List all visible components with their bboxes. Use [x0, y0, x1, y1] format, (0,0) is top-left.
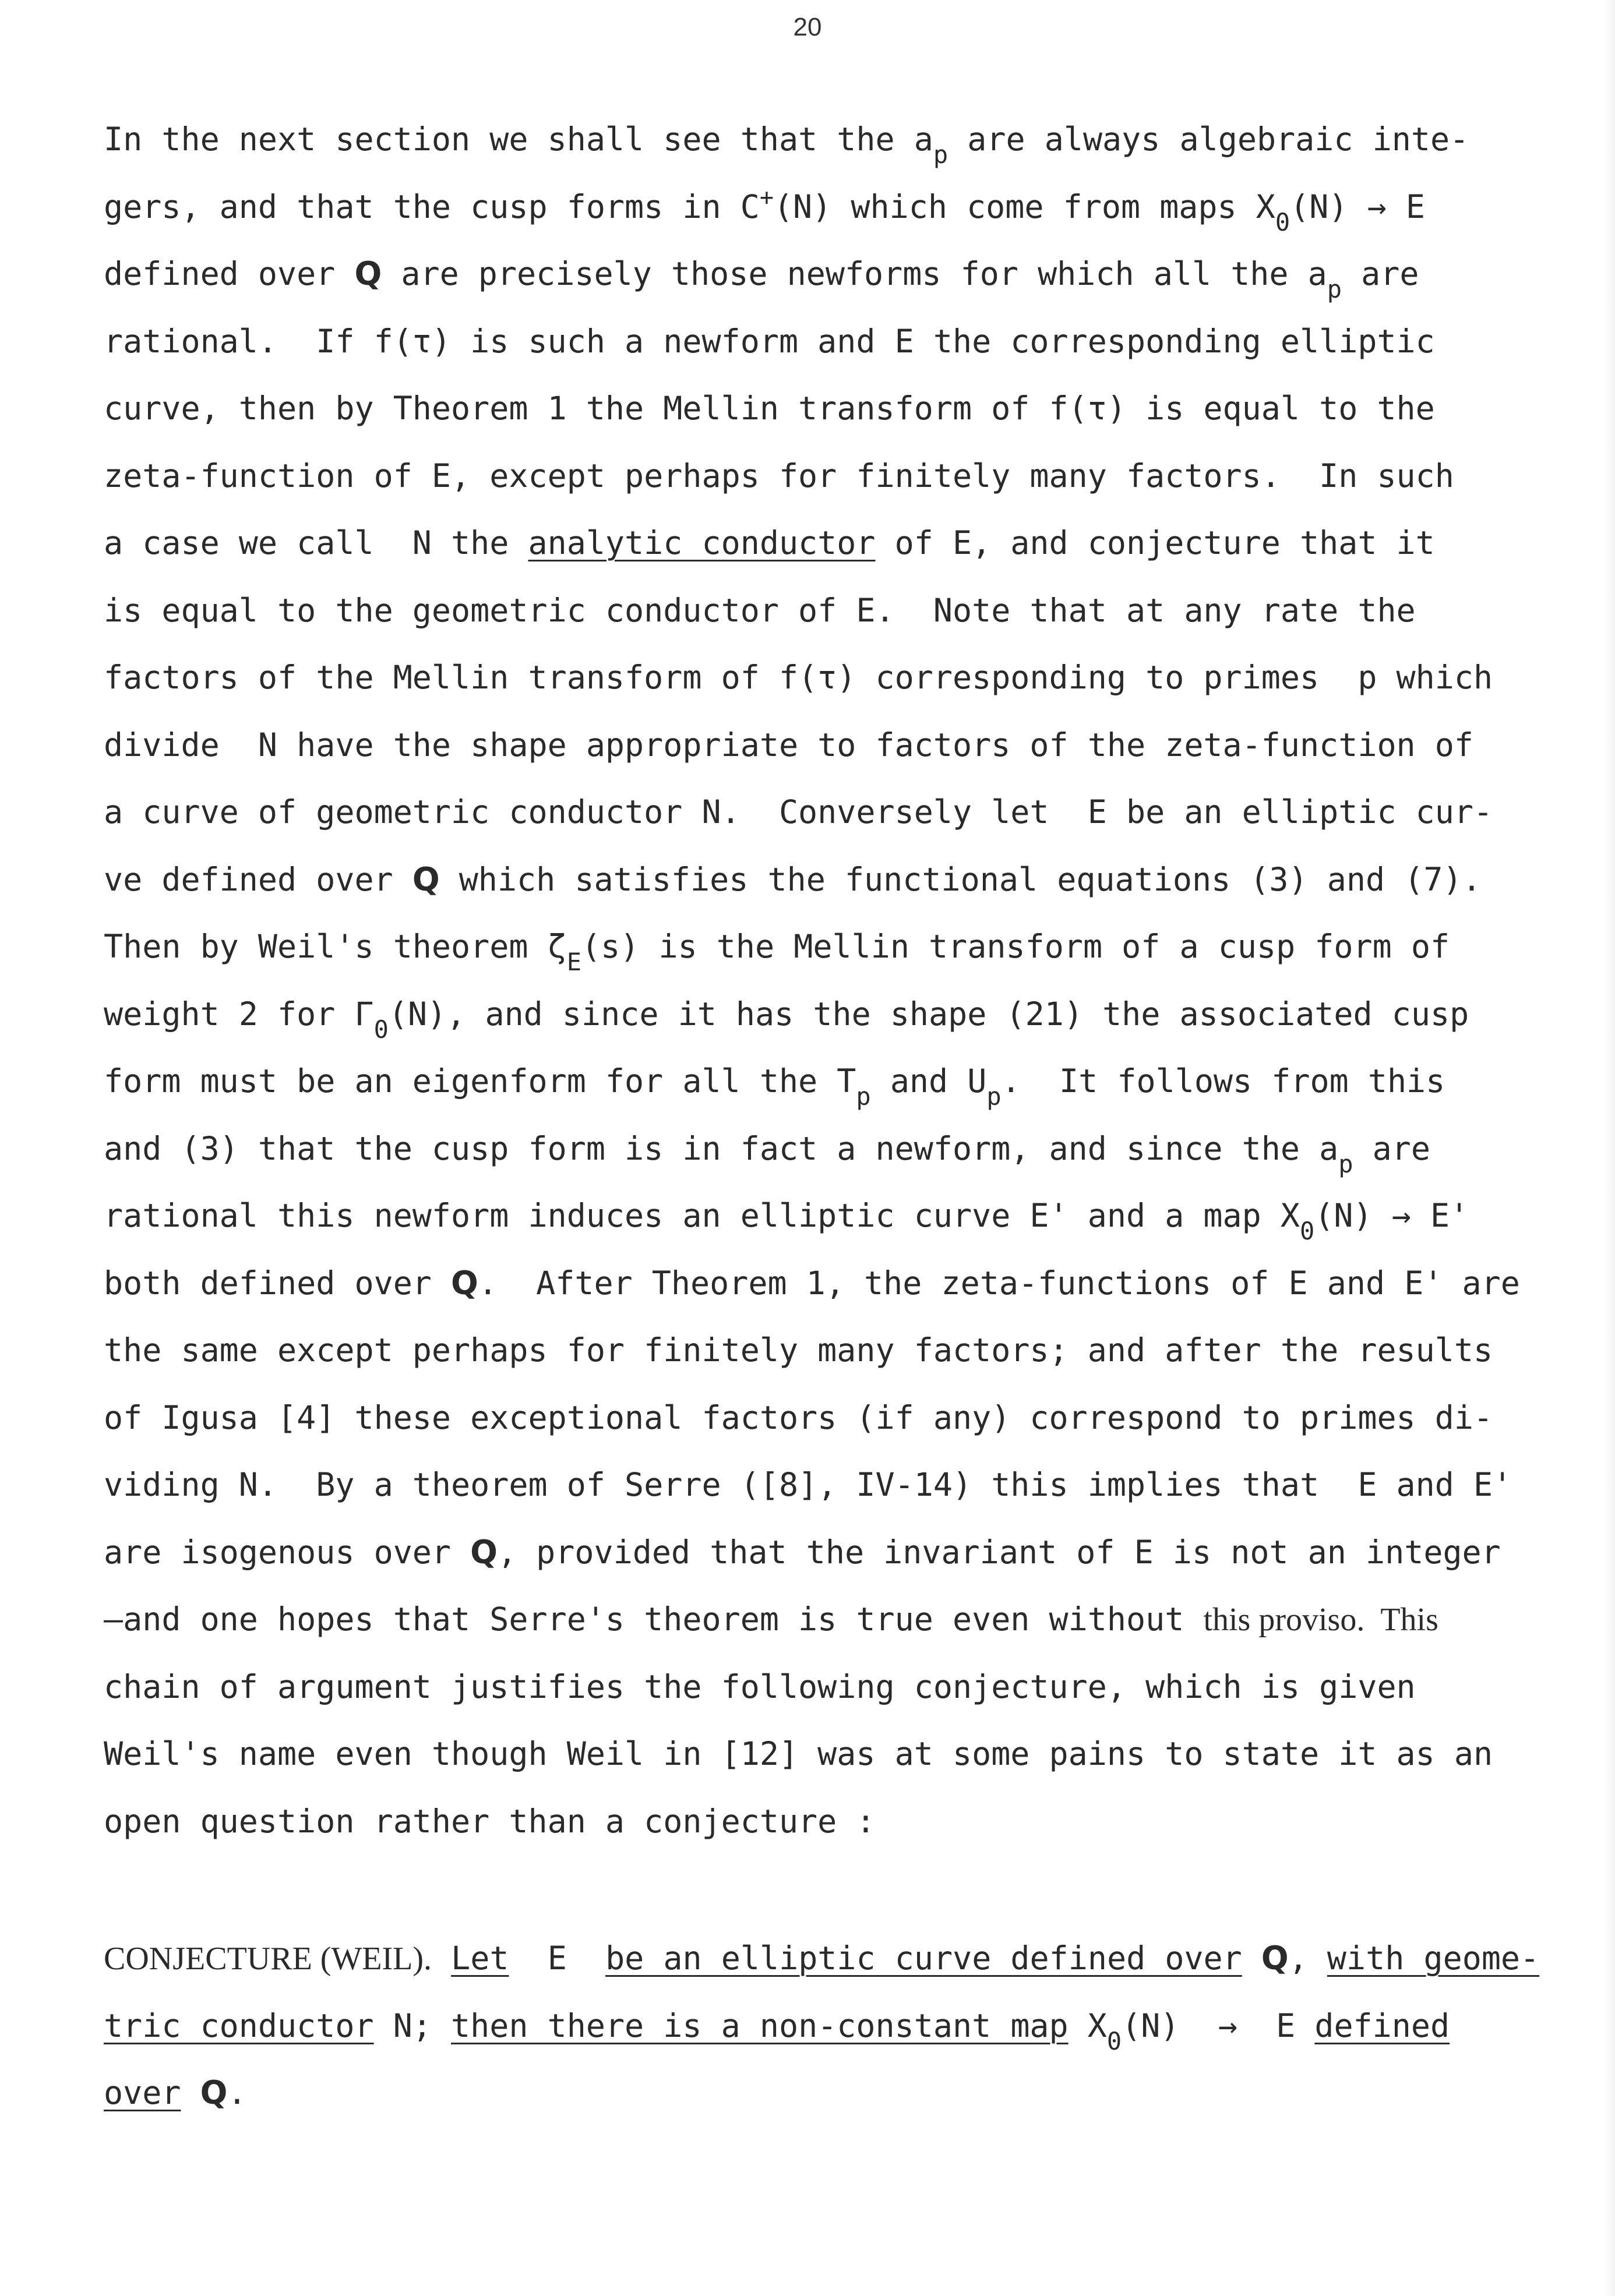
- text-line: over Q.: [104, 2074, 247, 2111]
- text-line: both defined over Q. After Theorem 1, the zeta-functions of E and E' are: [104, 1264, 1520, 1302]
- text-line: chain of argument justifies the following conjecture, which is given: [104, 1668, 1416, 1705]
- text-line: Weil's name even though Weil in [12] was at some pains to state it as an: [104, 1735, 1493, 1772]
- text-line: open question rather than a conjecture :: [104, 1803, 876, 1840]
- text-line: divide N have the shape appropriate to factors of the zeta-function of: [104, 726, 1474, 764]
- text-line: the same except perhaps for finitely many factors; and after the results: [104, 1331, 1493, 1369]
- text-line: form must be an eigenform for all the $T_p$ and $U_p$. It follows from this: [104, 1062, 1445, 1111]
- text-line: —and one hopes that Serre's theorem is true even without this proviso. This: [104, 1601, 1438, 1638]
- text-line: gers, and that the cusp forms in C+(N) which come from maps $X_0(N) \to E$: [104, 184, 1425, 236]
- text-line: CONJECTURE (WEIL). Let E be an elliptic curve defined over Q, with geome-: [104, 1940, 1540, 1977]
- text-line: is equal to the geometric conductor of E. Note that at any rate the: [104, 592, 1416, 629]
- text-line: ve defined over Q which satisfies the functional equations (3) and (7).: [104, 861, 1482, 898]
- text-line: defined over Q are precisely those newforms for which all the $a_p$ are: [104, 255, 1419, 303]
- text-line: a case we call N the analytic conductor of E, and conjecture that it: [104, 524, 1435, 561]
- analytic-conductor-term: analytic conductor: [528, 524, 876, 561]
- text-line: of Igusa [4] these exceptional factors (if any) correspond to primes di-: [104, 1399, 1493, 1436]
- text-line: weight 2 for $\Gamma_0(N)$, and since it has the shape (21) the associated cusp: [104, 995, 1469, 1044]
- text-line: factors of the Mellin transform of f(τ) corresponding to primes p which: [104, 659, 1493, 696]
- text-line: Then by Weil's theorem $\zeta_E(s)$ is the Mellin transform of a cusp form of: [104, 928, 1450, 976]
- text-line: curve, then by Theorem 1 the Mellin transform of f(τ) is equal to the: [104, 390, 1435, 427]
- page-number: 20: [793, 13, 822, 41]
- text-line: are isogenous over Q, provided that the invariant of E is not an integer: [104, 1534, 1501, 1571]
- page-edge-shadow: [1605, 0, 1615, 2296]
- text-line: a curve of geometric conductor N. Conversely let E be an elliptic cur-: [104, 793, 1493, 831]
- text-line: rational this newform induces an elliptic curve E' and a map $X_0(N) \to E'$: [104, 1197, 1469, 1245]
- conjecture-heading: CONJECTURE (WEIL).: [104, 1941, 432, 1977]
- text-line: and (3) that the cusp form is in fact a newform, and since the $a_p$ are: [104, 1130, 1430, 1178]
- text-line: In the next section we shall see that the $a_p$ are always algebraic inte-: [104, 121, 1469, 169]
- text-line: viding N. By a theorem of Serre ([8], IV-14) this implies that E and E': [104, 1466, 1512, 1503]
- text-line: zeta-function of E, except perhaps for finitely many factors. In such: [104, 457, 1454, 494]
- text-line: rational. If f(τ) is such a newform and E the corresponding elliptic: [104, 323, 1435, 360]
- text-line: tric conductor N; then there is a non-constant map $X_0(N) \to E$ defined: [104, 2007, 1450, 2055]
